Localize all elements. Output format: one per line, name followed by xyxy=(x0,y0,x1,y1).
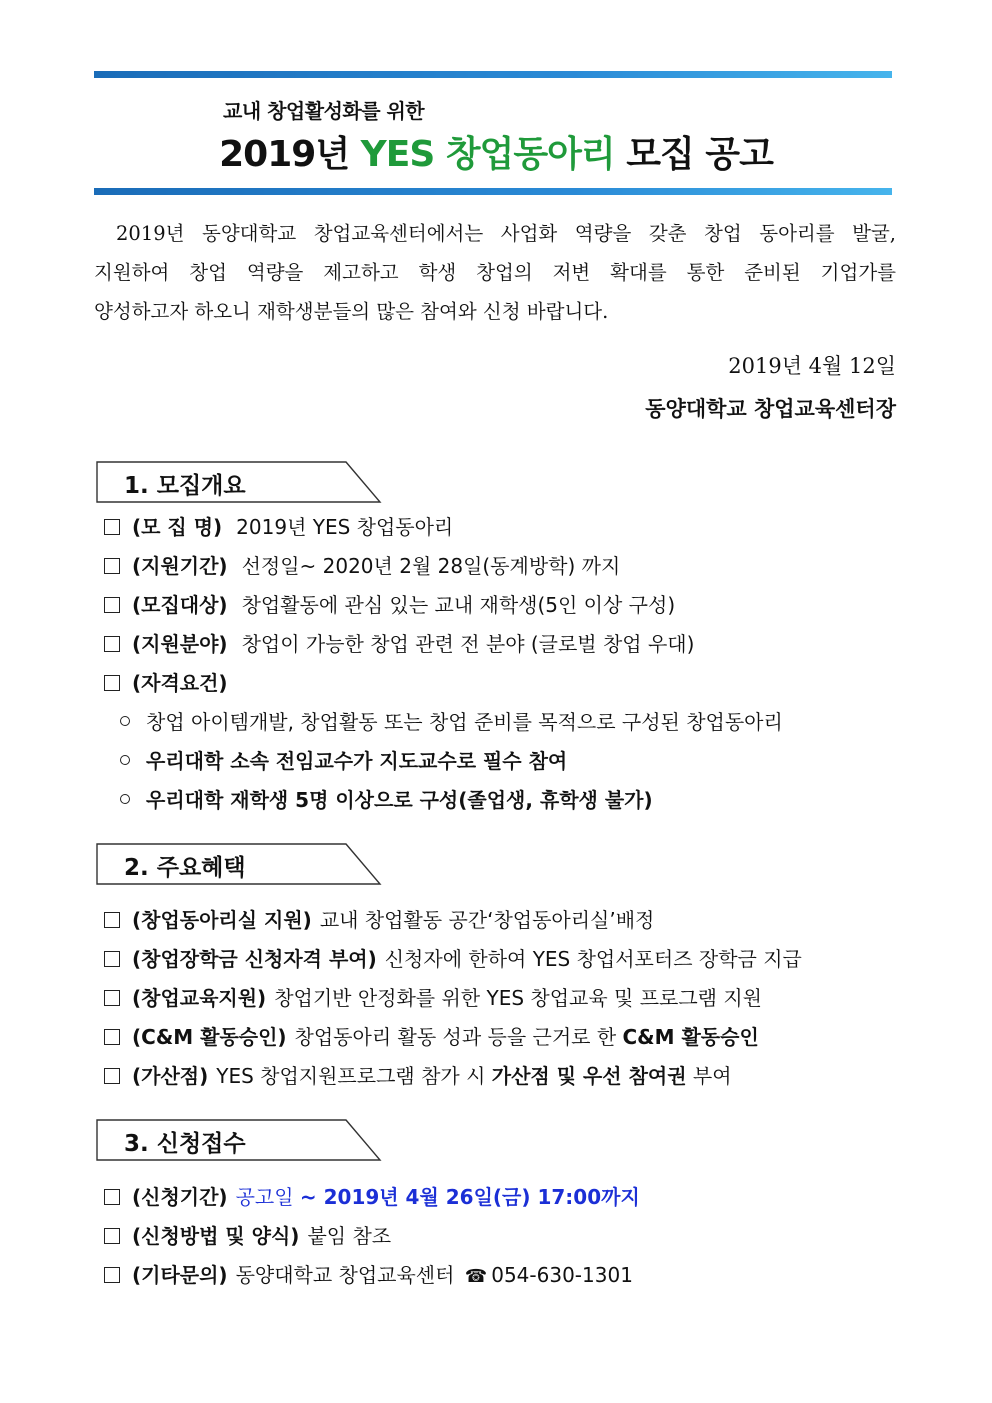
bullet-circle-icon xyxy=(120,794,130,804)
section-3-list xyxy=(104,1178,640,1295)
list-item xyxy=(104,1256,640,1295)
item-label: (창업장학금 신청자격 부여) xyxy=(132,947,377,971)
item-label: (자격요건) xyxy=(132,671,228,695)
title-year: 2019년 xyxy=(219,134,350,175)
item-label: (지원기간) xyxy=(132,554,228,578)
checkbox-icon xyxy=(104,1228,120,1244)
telephone-icon: ☎ xyxy=(464,1266,488,1287)
checkbox-icon xyxy=(104,1267,120,1283)
issuer-name: 동양대학교 창업교육센터장 xyxy=(645,396,896,421)
item-label: (지원분야) xyxy=(132,632,228,656)
requirement-text: 우리대학 소속 전임교수가 지도교수로 필수 참여 xyxy=(146,749,568,773)
requirement-text: 우리대학 재학생 5명 이상으로 구성(졸업생, 휴학생 불가) xyxy=(146,788,653,812)
section-heading-2 xyxy=(96,843,382,885)
intro-line: 지원하여 창업 역량을 제고하고 학생 창업의 저변 확대를 통한 준비된 기업가를 xyxy=(94,261,896,284)
list-item xyxy=(104,586,783,625)
bullet-circle-icon xyxy=(120,755,130,765)
item-text: 선정일~ 2020년 2월 28일(동계방학) 까지 xyxy=(241,554,621,578)
intro-paragraph xyxy=(94,214,896,331)
requirement-item xyxy=(104,781,783,820)
list-item xyxy=(104,1217,640,1256)
item-text: 2019년 YES 창업동아리 xyxy=(236,515,454,539)
section-1-list xyxy=(104,508,783,820)
item-text: 창업기반 안정화를 위한 YES 창업교육 및 프로그램 지원 xyxy=(274,986,762,1010)
item-text: 교내 창업활동 공간‘창업동아리실’배정 xyxy=(319,908,655,932)
checkbox-icon xyxy=(104,1029,120,1045)
list-item xyxy=(104,508,783,547)
list-item xyxy=(104,979,802,1018)
list-item xyxy=(104,1018,802,1057)
requirement-text: 창업 아이템개발, 창업활동 또는 창업 준비를 목적으로 구성된 창업동아리 xyxy=(146,710,783,734)
item-text: 창업이 가능한 창업 관련 전 분야 (글로벌 창업 우대) xyxy=(241,632,695,656)
phone-number: 054-630-1301 xyxy=(491,1263,633,1287)
list-item xyxy=(104,1057,802,1096)
item-text: YES 창업지원프로그램 참가 시 xyxy=(216,1064,486,1088)
item-label: (가산점) xyxy=(132,1064,209,1088)
list-item xyxy=(104,625,783,664)
checkbox-icon xyxy=(104,990,120,1006)
page-title xyxy=(0,126,992,177)
section-heading-3 xyxy=(96,1119,382,1161)
list-item xyxy=(104,664,783,703)
checkbox-icon xyxy=(104,597,120,613)
intro-line: 2019년 동양대학교 창업교육센터에서는 사업화 역량을 갖춘 창업 동아리를 발굴, xyxy=(116,222,896,245)
bullet-circle-icon xyxy=(120,716,130,726)
item-bold-text: C&M 활동승인 xyxy=(622,1025,759,1049)
section-title: 3. 신청접수 xyxy=(124,1131,246,1157)
list-item xyxy=(104,547,783,586)
list-item xyxy=(104,1178,640,1217)
item-label: (신청기간) xyxy=(132,1185,228,1209)
section-title: 2. 주요혜택 xyxy=(124,855,246,881)
requirement-item xyxy=(104,742,783,781)
list-item xyxy=(104,940,802,979)
checkbox-icon xyxy=(104,951,120,967)
title-highlight: YES 창업동아리 xyxy=(360,134,615,175)
item-text: 신청자에 한하여 YES 창업서포터즈 장학금 지급 xyxy=(384,947,802,971)
list-item xyxy=(104,901,802,940)
section-heading-1 xyxy=(96,461,382,503)
item-label: (C&M 활동승인) xyxy=(132,1025,287,1049)
bottom-divider-bar xyxy=(94,188,892,195)
item-label: (모집대상) xyxy=(132,593,228,617)
page-subtitle: 교내 창업활성화를 위한 xyxy=(223,99,425,123)
item-text: 동양대학교 창업교육센터 xyxy=(235,1263,455,1287)
checkbox-icon xyxy=(104,636,120,652)
section-2-list xyxy=(104,901,802,1096)
item-text: 창업동아리 활동 성과 등을 근거로 한 xyxy=(294,1025,617,1049)
checkbox-icon xyxy=(104,912,120,928)
item-highlight-text: 공고일 xyxy=(235,1185,294,1209)
announcement-date: 2019년 4월 12일 xyxy=(728,354,896,378)
item-bold-text: 가산점 및 우선 참여권 xyxy=(491,1064,687,1088)
checkbox-icon xyxy=(104,1068,120,1084)
checkbox-icon xyxy=(104,1189,120,1205)
checkbox-icon xyxy=(104,675,120,691)
item-text: 붙임 참조 xyxy=(307,1224,392,1248)
checkbox-icon xyxy=(104,558,120,574)
intro-line: 양성하고자 하오니 재학생분들의 많은 참여와 신청 바랍니다. xyxy=(94,300,609,323)
checkbox-icon xyxy=(104,519,120,535)
top-divider-bar xyxy=(94,71,892,78)
title-tail: 모집 공고 xyxy=(626,134,773,175)
item-label: (모 집 명) xyxy=(132,515,223,539)
requirement-item xyxy=(104,703,783,742)
item-label: (기타문의) xyxy=(132,1263,228,1287)
item-label: (신청방법 및 양식) xyxy=(132,1224,300,1248)
item-text: 부여 xyxy=(692,1064,732,1088)
item-text: 창업활동에 관심 있는 교내 재학생(5인 이상 구성) xyxy=(241,593,676,617)
item-label: (창업교육지원) xyxy=(132,986,267,1010)
section-title: 1. 모집개요 xyxy=(124,473,246,499)
item-highlight-text: ~ 2019년 4월 26일(금) 17:00까지 xyxy=(299,1185,640,1209)
item-label: (창업동아리실 지원) xyxy=(132,908,312,932)
